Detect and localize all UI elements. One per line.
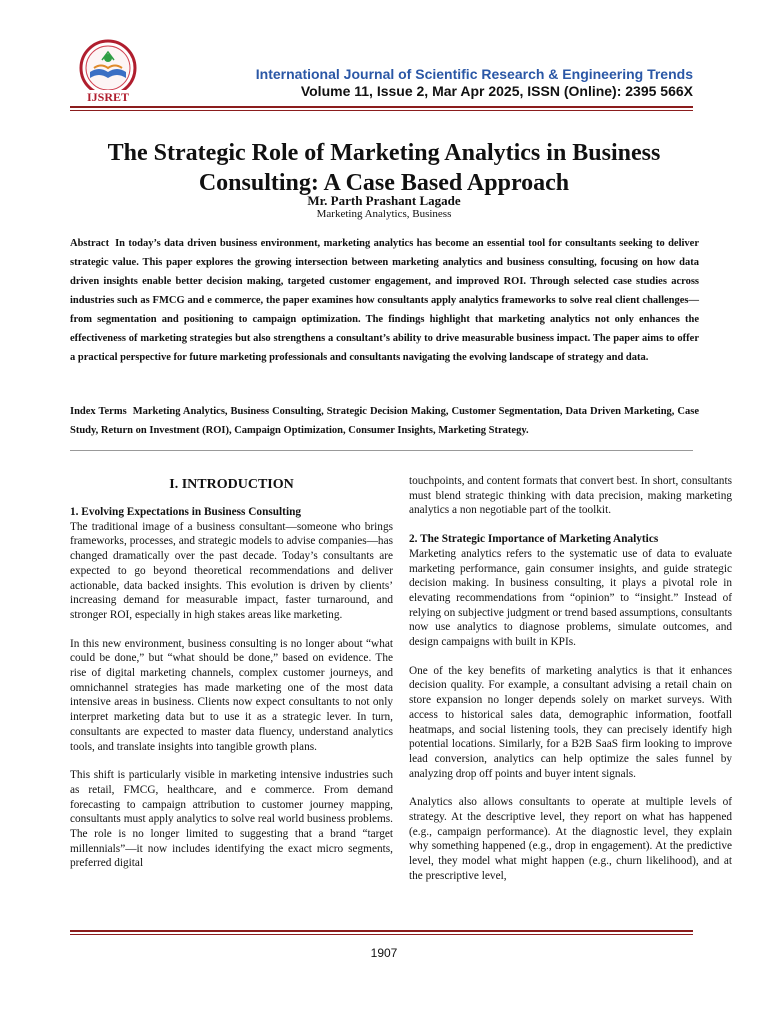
ijsret-logo-icon xyxy=(72,38,144,106)
index-terms-text: Marketing Analytics, Business Consulting, Strategic Decision Making, Customer Segmentation, Data Driven Marketing, Case Study, Return on Investment (ROI), Campaign Optimization, Consumer Insights, Marketing Strategy. xyxy=(70,406,699,436)
paragraph: touchpoints, and content formats that convert best. In short, consultants must blend strategic thinking with data precision, making marketing analytics a non negotiable part of the toolkit. xyxy=(409,475,732,517)
left-column xyxy=(70,477,393,885)
index-terms xyxy=(70,402,699,440)
section-divider xyxy=(70,450,693,451)
svg-text:IJSRET: IJSRET xyxy=(86,90,130,104)
page-number: 1907 xyxy=(370,946,398,960)
subheading: 2. The Strategic Importance of Marketing Analytics xyxy=(409,533,659,546)
journal-logo xyxy=(72,38,144,106)
section-heading: I. INTRODUCTION xyxy=(169,477,294,492)
author-affiliation: Marketing Analytics, Business xyxy=(316,208,452,220)
header-divider xyxy=(70,106,693,111)
abstract-text: In today’s data driven business environment, marketing analytics has become an essential tool for consultants seeking to deliver strategic value. This paper explores the growing intersection between marketing analytics and business consulting, focusing on how data driven insights enable better decision making, targeted customer engagement, and improved ROI. Through selected case studies across industries such as FMCG and e commerce, the paper examines how consultants apply analytics frameworks to solve real client challenges—from segmentation and positioning to campaign optimization. The findings highlight that marketing analytics not only enhances the effectiveness of marketing strategies but also strengthens a consultant’s ability to drive measurable business impact. The paper aims to offer a practical perspective for future marketing professionals and consultants navigating the evolving landscape of strategy and data. xyxy=(70,238,699,363)
paragraph: Marketing analytics refers to the systematic use of data to evaluate marketing performance, gain consumer insights, and guide strategic decision making. In business consulting, it plays a pivotal role in elevating recommendations from “opinion” to “insight.” Instead of relying on subjective judgment or trend based assumptions, consultants now use analytics to diagnose problems, simulate outcomes, and design campaigns with built in KPIs. xyxy=(409,547,732,649)
right-column xyxy=(409,474,732,898)
paragraph: In this new environment, business consulting is no longer about “what could be done,” but “what should be done,” based on evidence. The rise of digital marketing channels, complex customer journeys, and omnichannel strategies has made marketing one of the most data intensive areas in business. Clients now expect consultants to not only interpret marketing data but to use it as a strategic lever. In turn, consultants are expected to master data fluency, understand analytics tools, and translate insights into tangible growth plans. xyxy=(70,637,393,753)
journal-name: International Journal of Scientific Research & Engineering Trends xyxy=(255,66,693,82)
paragraph: This shift is particularly visible in marketing intensive industries such as retail, FMCG, healthcare, and e commerce. From demand forecasting to campaign attribution to customer journey mapping, consultants must apply analytics to solve real world business problems. The role is no longer limited to suggesting that a brand “target millennials”—it now includes identifying the exact micro segments, preferred digital xyxy=(70,769,393,870)
author-name: Mr. Parth Prashant Lagade xyxy=(307,193,461,208)
abstract xyxy=(70,234,699,367)
abstract-label: Abstract xyxy=(70,238,110,249)
footer-divider xyxy=(70,930,693,935)
journal-header xyxy=(160,66,693,100)
paragraph: The traditional image of a business consultant—someone who brings frameworks, processes, and strategic models to advise companies—has changed dramatically over the past decade. Today’s consultants are expected to go beyond theoretical recommendations and deliver actionable, data backed insights. This evolution is driven by clients’ increasing demand for measurable impact, faster turnaround, and stronger ROI, especially in high stakes areas like marketing. xyxy=(70,520,393,621)
index-terms-label: Index Terms xyxy=(70,406,127,417)
paragraph: Analytics also allows consultants to operate at multiple levels of strategy. At the descriptive level, they report on what has happened (e.g., campaign performance). At the diagnostic level, they explain why something happened (e.g., drop in engagement). At the predictive level, they model what might happen (e.g., churn likelihood), and at the prescriptive level, xyxy=(409,796,732,882)
paragraph: One of the key benefits of marketing analytics is that it enhances decision quality. For example, a consultant advising a retail chain on store expansion no longer depends solely on market surveys. With access to historical sales data, demographic information, footfall heatmaps, and social listening tools, they can precisely identify high potential locations. Similarly, for a B2B SaaS firm looking to improve lead conversion, analytics can help optimize the sales funnel by analyzing drop off points and buyer intent signals. xyxy=(409,664,732,780)
paper-title: The Strategic Role of Marketing Analytics in Business Consulting: A Case Based Approach xyxy=(107,140,661,196)
subheading: 1. Evolving Expectations in Business Consulting xyxy=(70,506,302,518)
volume-line: Volume 11, Issue 2, Mar Apr 2025, ISSN (Online): 2395 566X xyxy=(300,83,693,99)
